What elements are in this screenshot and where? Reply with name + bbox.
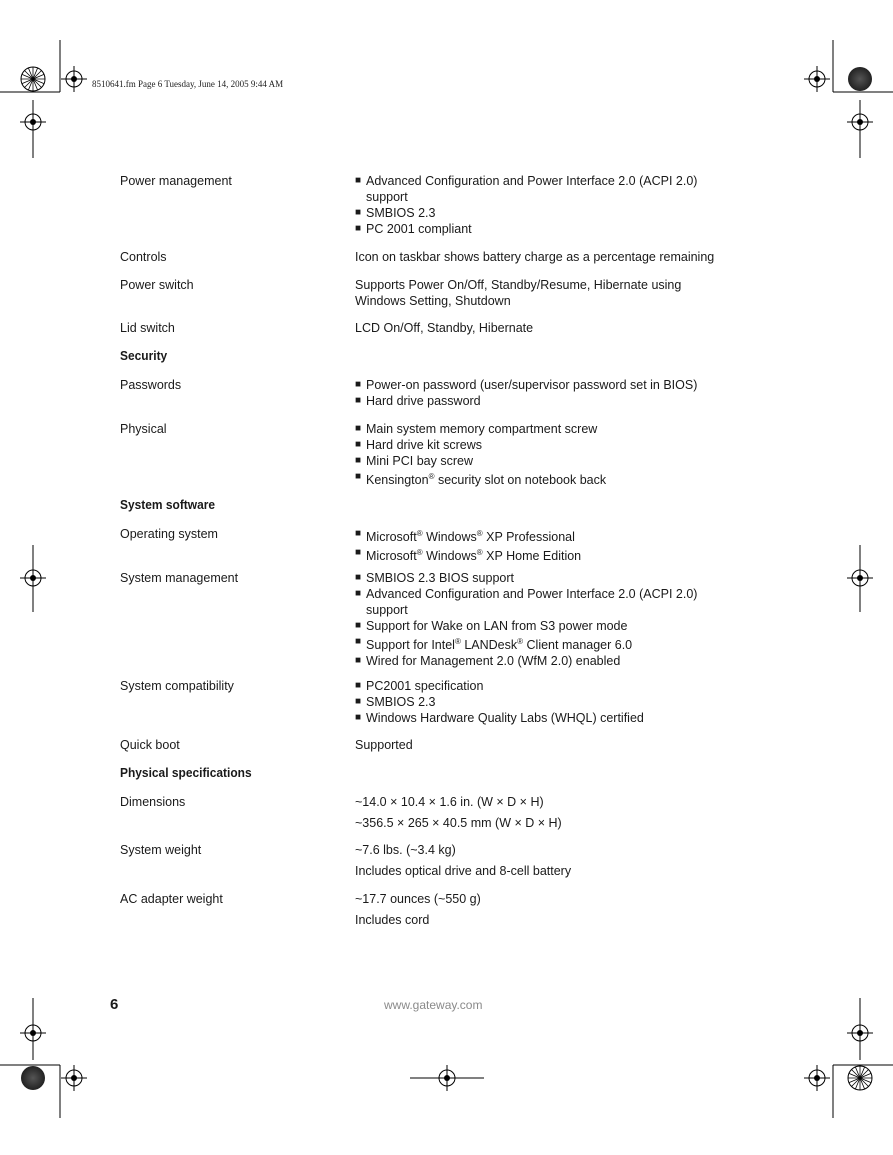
spec-label: Dimensions bbox=[120, 795, 186, 809]
bullet-icon: ■ bbox=[355, 455, 362, 466]
list-item: ■ Wired for Management 2.0 (WfM 2.0) enabled bbox=[355, 654, 621, 669]
list-item: ■ Advanced Configuration and Power Interface 2.0 (ACPI 2.0) bbox=[355, 174, 698, 188]
list-item: ■ Microsoft® Windows® XP Professional bbox=[355, 528, 575, 545]
list-item: ■ Hard drive password bbox=[355, 394, 481, 408]
page-number: 6 bbox=[110, 996, 119, 1013]
list-item: ■ Main system memory compartment screw bbox=[355, 422, 598, 436]
spec-value bbox=[355, 421, 775, 488]
spec-label: AC adapter weight bbox=[120, 892, 223, 906]
spec-value bbox=[355, 526, 775, 564]
spec-value bbox=[355, 678, 775, 726]
section-heading-system-software: System software bbox=[120, 497, 216, 512]
print-slug: 8510641.fm Page 6 Tuesday, June 14, 2005 9:44 AM bbox=[92, 79, 284, 89]
bullet-icon: ■ bbox=[355, 696, 362, 707]
bullet-icon: ■ bbox=[355, 175, 362, 186]
list-item: ■ PC2001 specification bbox=[355, 679, 484, 693]
bullet-icon: ■ bbox=[355, 572, 362, 583]
section-heading-security: Security bbox=[120, 348, 168, 363]
spec-value: Supported bbox=[355, 738, 413, 752]
value-line: ~356.5 × 265 × 40.5 mm (W × D × H) bbox=[355, 816, 562, 830]
list-item: ■ SMBIOS 2.3 BIOS support bbox=[355, 571, 514, 585]
list-item: ■ Mini PCI bay screw bbox=[355, 454, 473, 468]
list-item: ■ Hard drive kit screws bbox=[355, 438, 482, 452]
bullet-icon: ■ bbox=[355, 223, 362, 234]
value-line: Includes optical drive and 8-cell battery bbox=[355, 864, 572, 878]
spec-label: System weight bbox=[120, 843, 202, 857]
list-item: ■ SMBIOS 2.3 bbox=[355, 206, 436, 220]
value-line: ~17.7 ounces (~550 g) bbox=[355, 892, 481, 906]
bullet-icon: ■ bbox=[355, 423, 362, 434]
spec-value bbox=[355, 570, 775, 669]
spec-value bbox=[355, 794, 775, 831]
footer-url: www.gateway.com bbox=[384, 998, 483, 1012]
bullet-icon: ■ bbox=[355, 439, 362, 450]
list-item: ■ Kensington® security slot on notebook back bbox=[355, 471, 607, 488]
list-item: ■ Windows Hardware Quality Labs (WHQL) certified bbox=[355, 711, 644, 725]
value-line: Windows Setting, Shutdown bbox=[355, 294, 511, 308]
value-line: Includes cord bbox=[355, 913, 430, 927]
list-item: ■ SMBIOS 2.3 bbox=[355, 695, 436, 709]
value-line: ~7.6 lbs. (~3.4 kg) bbox=[355, 843, 456, 857]
spec-label: System compatibility bbox=[120, 679, 234, 693]
bullet-icon: ■ bbox=[355, 207, 362, 218]
spec-value bbox=[355, 377, 775, 409]
bullet-icon: ■ bbox=[355, 547, 362, 559]
bullet-icon: ■ bbox=[355, 471, 362, 482]
list-item: ■ Support for Wake on LAN from S3 power mode bbox=[355, 619, 628, 633]
spec-label: Passwords bbox=[120, 378, 182, 392]
bullet-icon: ■ bbox=[355, 636, 362, 647]
bullet-icon: ■ bbox=[355, 379, 362, 390]
list-item: ■ Advanced Configuration and Power Interface 2.0 (ACPI 2.0) bbox=[355, 587, 698, 601]
spec-label: Power switch bbox=[120, 278, 194, 292]
bullet-icon: ■ bbox=[355, 395, 362, 406]
spec-label: Power management bbox=[120, 174, 232, 188]
value-line: ~14.0 × 10.4 × 1.6 in. (W × D × H) bbox=[355, 795, 544, 809]
list-item: ■ Power-on password (user/supervisor password set in BIOS) bbox=[355, 378, 698, 392]
bullet-icon: ■ bbox=[355, 588, 362, 599]
spec-label: Lid switch bbox=[120, 321, 175, 335]
spec-value bbox=[355, 277, 775, 309]
value-line: Supports Power On/Off, Standby/Resume, Hibernate using bbox=[355, 278, 682, 292]
spec-label: Operating system bbox=[120, 527, 218, 541]
bullet-icon: ■ bbox=[355, 620, 362, 631]
spec-value bbox=[355, 173, 775, 237]
spec-value: LCD On/Off, Standby, Hibernate bbox=[355, 321, 534, 335]
section-heading-physical-specifications: Physical specifications bbox=[120, 765, 252, 780]
list-item: ■ Microsoft® Windows® XP Home Edition bbox=[355, 547, 582, 564]
spec-value: Icon on taskbar shows battery charge as a percentage remaining bbox=[355, 250, 715, 264]
list-item-continuation: support bbox=[366, 603, 408, 617]
spec-value bbox=[355, 842, 775, 879]
spec-label: System management bbox=[120, 571, 239, 585]
bullet-icon: ■ bbox=[355, 712, 362, 723]
spec-label: Quick boot bbox=[120, 738, 180, 752]
spec-value bbox=[355, 891, 775, 928]
spec-label: Controls bbox=[120, 250, 167, 264]
bullet-icon: ■ bbox=[355, 655, 362, 667]
bullet-icon: ■ bbox=[355, 528, 362, 539]
list-item-continuation: support bbox=[366, 190, 408, 204]
spec-label: Physical bbox=[120, 422, 167, 436]
list-item: ■ Support for Intel® LANDesk® Client manager 6.0 bbox=[355, 636, 633, 653]
bullet-icon: ■ bbox=[355, 680, 362, 691]
list-item: ■ PC 2001 compliant bbox=[355, 222, 472, 236]
